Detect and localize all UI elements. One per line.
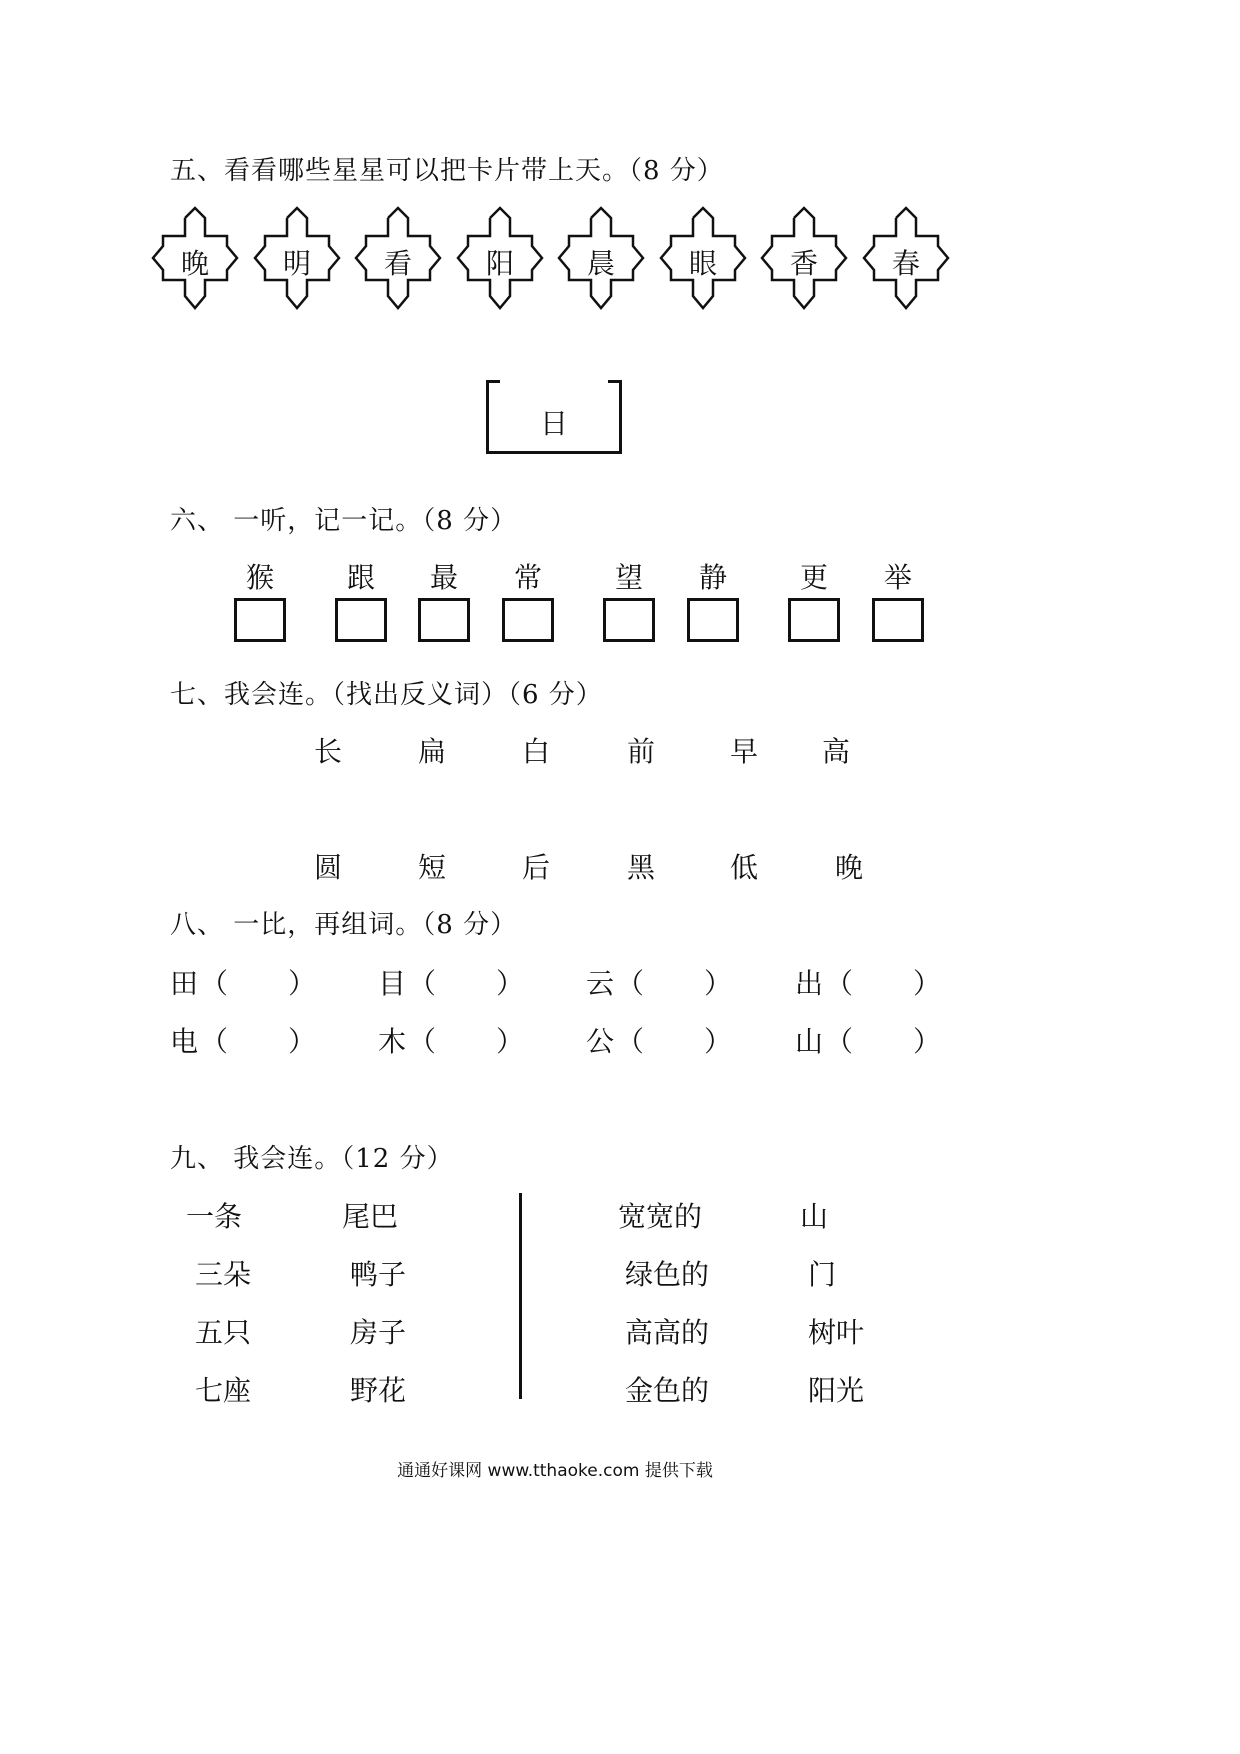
star-card [145, 200, 245, 320]
star-label: 眼 [688, 247, 717, 280]
answer-box[interactable] [335, 598, 387, 642]
antonym-top-char[interactable]: 早 [730, 735, 759, 768]
star-label: 明 [282, 247, 311, 280]
open-paren: （ [200, 967, 229, 1000]
open-paren: （ [616, 1025, 645, 1058]
star-label: 晨 [586, 247, 615, 280]
answer-box[interactable] [234, 598, 286, 642]
answer-box[interactable] [872, 598, 924, 642]
antonym-bottom-char[interactable]: 晚 [835, 851, 864, 884]
section8-heading: 八、 一比，再组词。（8 分） [170, 910, 518, 940]
open-paren: （ [825, 967, 854, 1000]
phrase-word[interactable]: 门 [808, 1258, 837, 1291]
star-card [348, 200, 448, 320]
star-label: 阳 [485, 247, 514, 280]
star-card [247, 200, 347, 320]
close-paren: ） [913, 1025, 942, 1058]
antonym-top-char[interactable]: 白 [522, 735, 551, 768]
antonym-top-char[interactable]: 前 [627, 735, 656, 768]
compare-char: 山 [795, 1025, 824, 1058]
close-paren: ） [288, 967, 317, 1000]
answer-box[interactable] [788, 598, 840, 642]
compare-char: 田 [170, 967, 199, 1000]
close-paren: ） [913, 967, 942, 1000]
close-paren: ） [496, 1025, 525, 1058]
answer-box[interactable] [418, 598, 470, 642]
phrase-word[interactable]: 绿色的 [625, 1258, 710, 1291]
star-card [754, 200, 854, 320]
phrase-word[interactable]: 五只 [195, 1316, 252, 1349]
phrase-word[interactable]: 宽宽的 [618, 1200, 703, 1233]
section6-heading: 六、 一听，记一记。（8 分） [170, 506, 518, 536]
phrase-word[interactable]: 三朵 [195, 1258, 252, 1291]
phrase-word[interactable]: 阳光 [808, 1374, 865, 1407]
antonym-top-char[interactable]: 长 [314, 735, 343, 768]
star-label: 香 [789, 247, 818, 280]
card-corner-left [486, 380, 500, 383]
compare-char: 云 [586, 967, 615, 1000]
phrase-word[interactable]: 山 [800, 1200, 829, 1233]
open-paren: （ [825, 1025, 854, 1058]
close-paren: ） [704, 1025, 733, 1058]
section7-heading: 七、我会连。（找出反义词）（6 分） [170, 680, 603, 710]
phrase-word[interactable]: 树叶 [808, 1316, 865, 1349]
sun-card-label: 日 [539, 407, 568, 440]
star-card [856, 200, 956, 320]
antonym-top-char[interactable]: 扁 [418, 735, 447, 768]
phrase-word[interactable]: 金色的 [625, 1374, 710, 1407]
phrase-word[interactable]: 尾巴 [342, 1200, 399, 1233]
antonym-top-char[interactable]: 高 [822, 735, 851, 768]
listen-char: 常 [513, 561, 542, 594]
compare-char: 公 [586, 1025, 615, 1058]
phrase-word[interactable]: 野花 [350, 1374, 407, 1407]
antonym-bottom-char[interactable]: 圆 [314, 851, 343, 884]
phrase-word[interactable]: 鸭子 [350, 1258, 407, 1291]
card-corner-right [608, 380, 622, 383]
listen-char: 跟 [346, 561, 375, 594]
antonym-bottom-char[interactable]: 后 [522, 851, 551, 884]
listen-char: 静 [698, 561, 727, 594]
compare-char: 出 [795, 967, 824, 1000]
compare-char: 电 [170, 1025, 199, 1058]
phrase-word[interactable]: 七座 [195, 1374, 252, 1407]
close-paren: ） [288, 1025, 317, 1058]
phrase-word[interactable]: 一条 [186, 1200, 243, 1233]
open-paren: （ [200, 1025, 229, 1058]
footer-text: 通通好课网 www.tthaoke.com 提供下载 [397, 1461, 713, 1481]
open-paren: （ [408, 967, 437, 1000]
answer-box[interactable] [502, 598, 554, 642]
star-card [653, 200, 753, 320]
open-paren: （ [408, 1025, 437, 1058]
star-card [450, 200, 550, 320]
compare-char: 目 [378, 967, 407, 1000]
answer-box[interactable] [687, 598, 739, 642]
star-card [551, 200, 651, 320]
phrase-word[interactable]: 高高的 [625, 1316, 710, 1349]
close-paren: ） [704, 967, 733, 1000]
listen-char: 举 [883, 561, 912, 594]
antonym-bottom-char[interactable]: 黑 [627, 851, 656, 884]
compare-char: 木 [378, 1025, 407, 1058]
star-label: 晚 [180, 247, 209, 280]
section9-heading: 九、 我会连。（12 分） [170, 1144, 454, 1174]
listen-char: 猴 [245, 561, 274, 594]
listen-char: 更 [799, 561, 828, 594]
section5-heading: 五、看看哪些星星可以把卡片带上天。（8 分） [170, 156, 724, 186]
star-label: 看 [383, 247, 412, 280]
open-paren: （ [616, 967, 645, 1000]
star-label: 春 [891, 247, 920, 280]
listen-char: 望 [614, 561, 643, 594]
answer-box[interactable] [603, 598, 655, 642]
phrase-word[interactable]: 房子 [350, 1316, 407, 1349]
antonym-bottom-char[interactable]: 短 [418, 851, 447, 884]
listen-char: 最 [429, 561, 458, 594]
close-paren: ） [496, 967, 525, 1000]
antonym-bottom-char[interactable]: 低 [730, 851, 759, 884]
divider-line [519, 1193, 522, 1399]
